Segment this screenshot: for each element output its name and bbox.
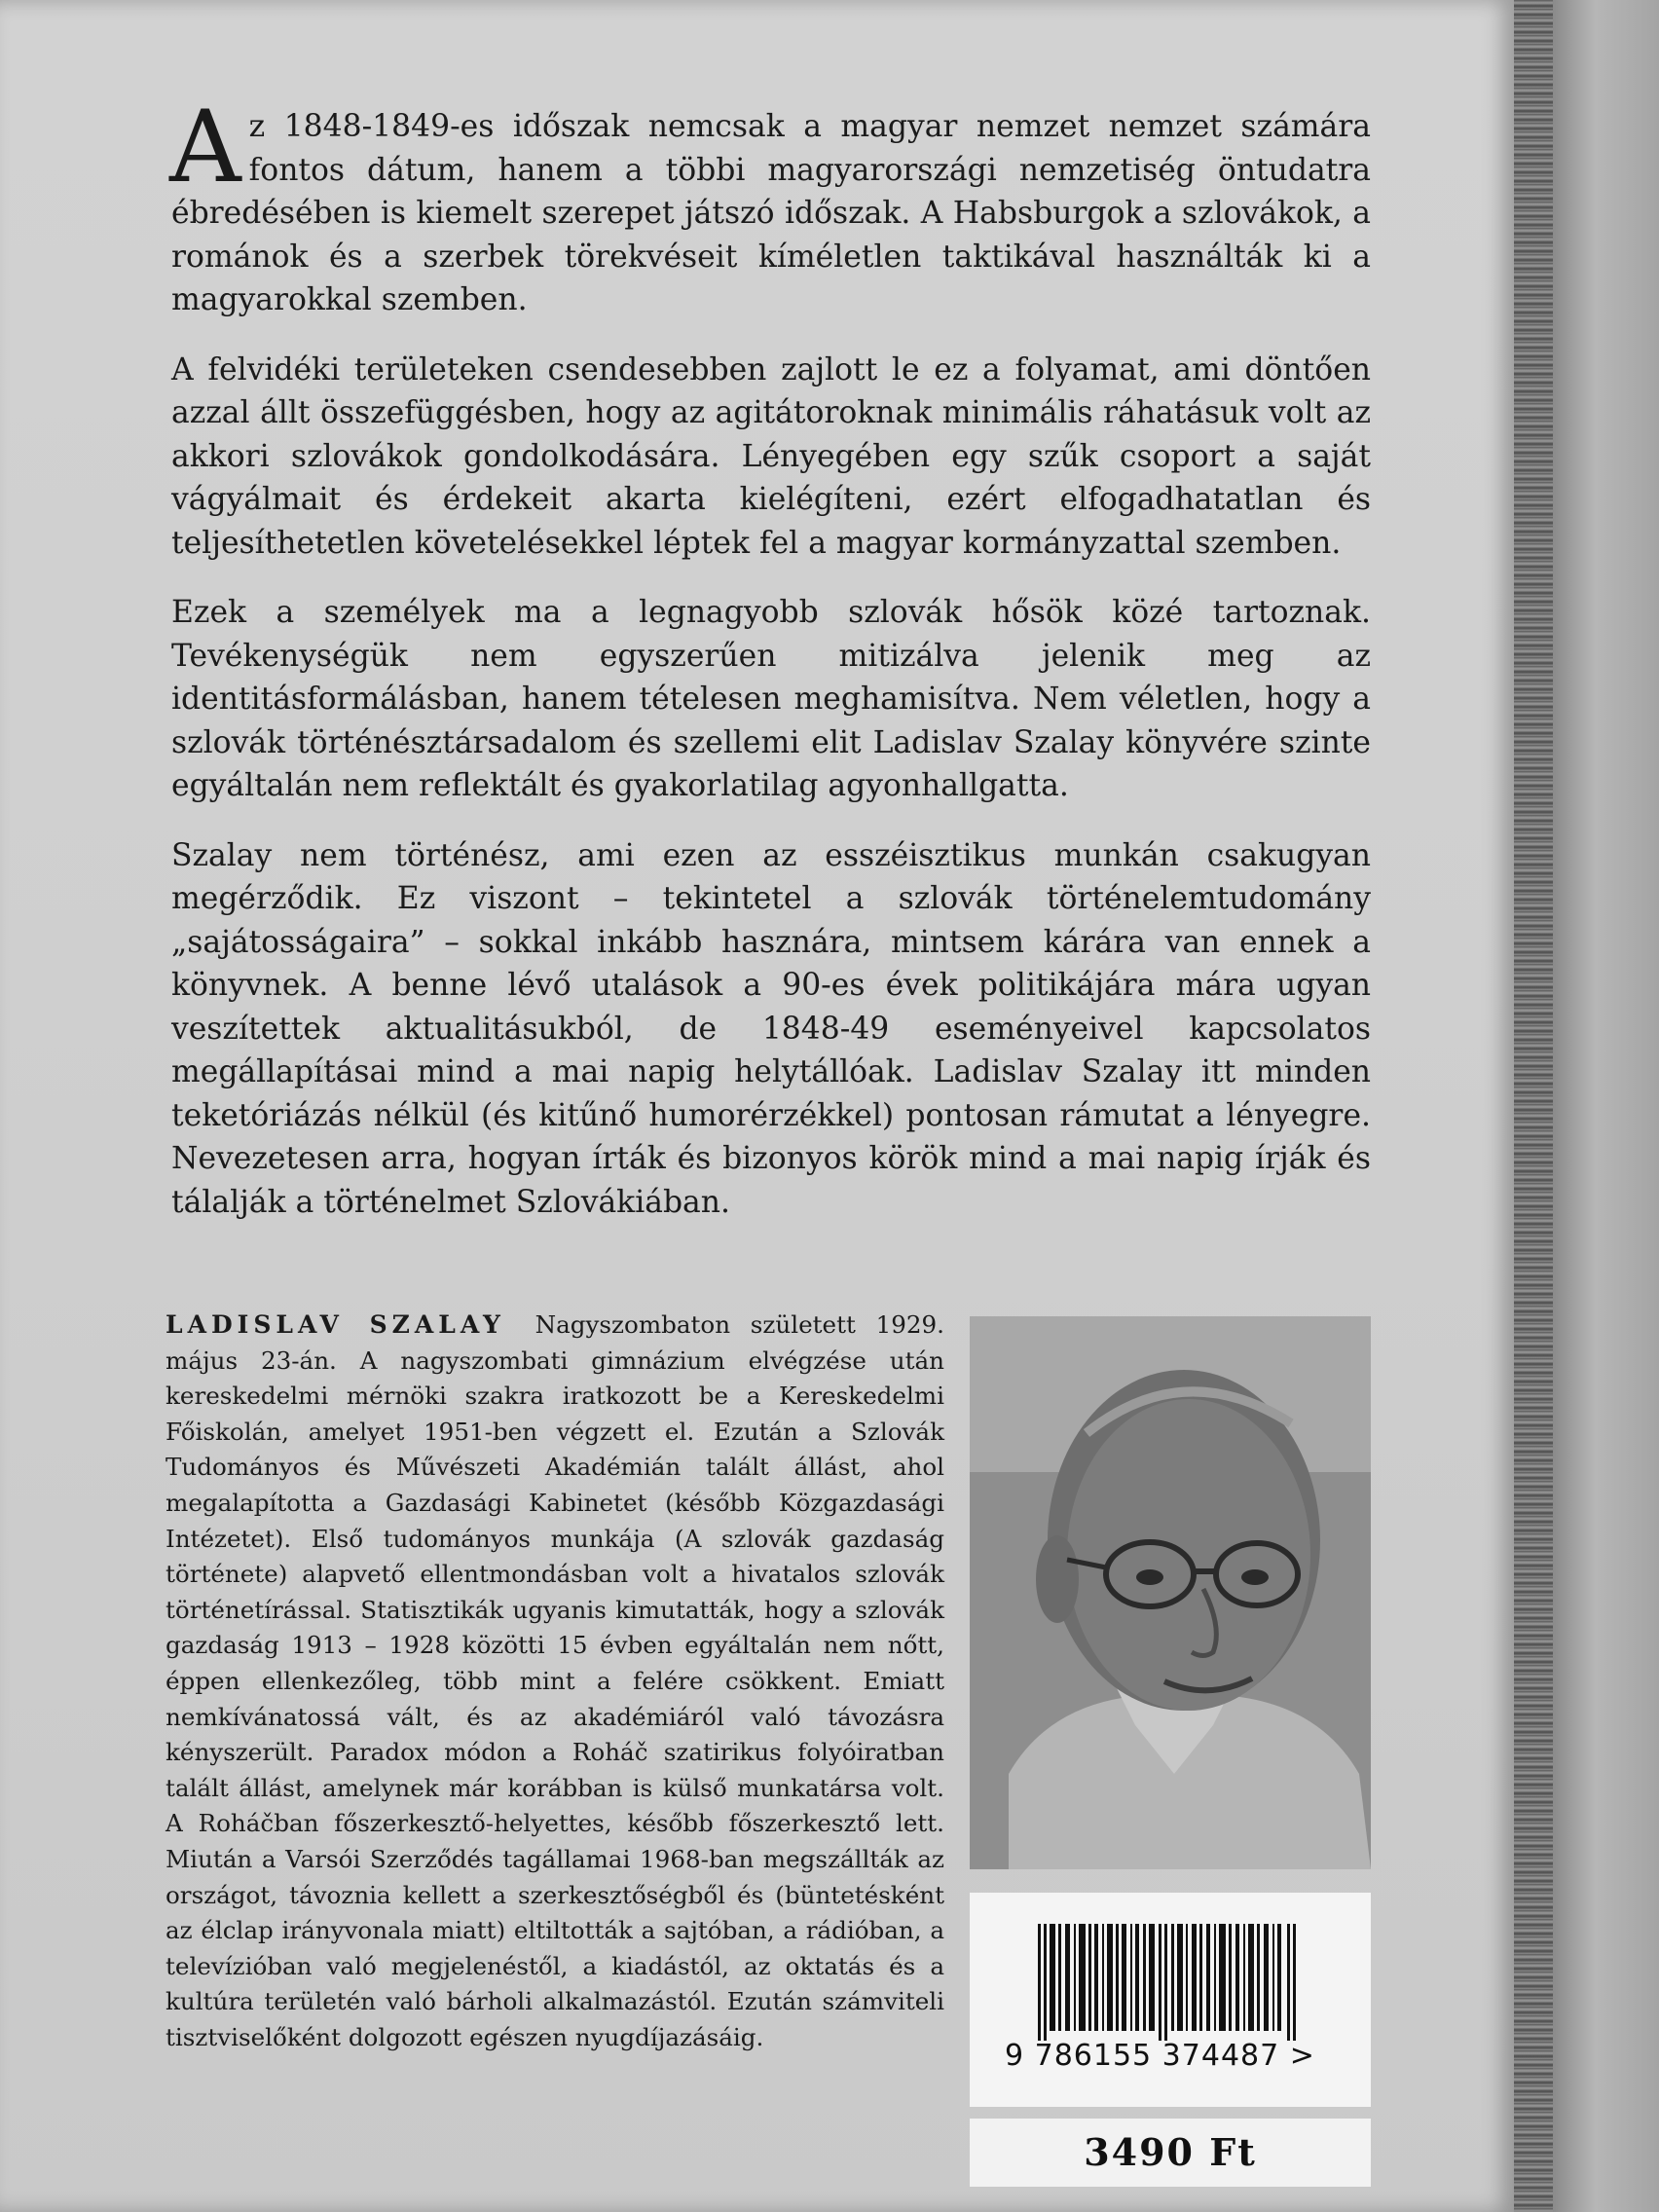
blurb-paragraph-2: A felvidéki területeken csendesebben zajlott le ez a folyamat, ami döntően azzal állt összefüggésben, hogy az agitátoroknak minimális ráhatásuk volt az akkori szlovákok gondolkodására. Lényegében egy szűk csoport a saját vágyálmait és érdekeit akarta kielégíteni, ezért elfogadhatatlan és teljesíthetetlen követelésekkel léptek fel a magyar kormányzattal szemben. (171, 351, 1371, 561)
author-name: LADISLAV SZALAY (166, 1310, 505, 1339)
author-portrait-icon (970, 1316, 1371, 1869)
blurb-paragraph-3: Ezek a személyek ma a legnagyobb szlovák hősök közé tartoznak. Tevékenységük nem egyszerűen mitizálva jelenik meg az identitásformálásban, hanem tételesen meghamisítva. Nem véletlen, hogy a szlovák történésztársadalom és szellemi elit Ladislav Szalay könyvére szinte egyáltalán nem reflektált és gyakorlatilag agyonhallgatta. (171, 595, 1371, 803)
background-surface (1553, 0, 1659, 2212)
author-photo (970, 1316, 1371, 1869)
author-bio (166, 1308, 944, 2055)
blurb-paragraph-1 (169, 90, 1371, 322)
cover-edge-decoration (1514, 0, 1553, 2212)
blurb-text (169, 90, 1371, 1250)
barcode (970, 1893, 1371, 2107)
isbn-digits: 9 786155 374487 > (1005, 2039, 1315, 2073)
drop-cap: A (169, 90, 241, 205)
author-bio-text: Nagyszombaton született 1929. május 23-án. A nagyszombati gimnázium elvégzése után kereskedelmi mérnöki szakra iratkozott be a Kereskedelmi Főiskolán, amelyet 1951-ben végzett el. Ezután a Szlovák Tudományos és Művészeti Akadémián talált állást, ahol megalapította a Gazdasági Kabinetet (később Közgazdasági Intézetet). Első tudományos munkája (A szlovák gazdaság története) alapvető ellentmondásban volt a hivatalos szlovák történetírással. Statisztikák ugyanis kimutatták, hogy a szlovák gazdaság 1913 – 1928 közötti 15 évben egyáltalán nem nőtt, éppen ellenkezőleg, több mint a felére csökkent. Emiatt nemkívánatossá vált, és az akadémiáról való távozásra kényszerült. Paradox módon a Roháč szatirikus folyóiratban talált állást, amelynek már korábban is külső munkatársa volt. A Roháčban főszerkesztő-helyettes, később főszerkesztő lett. Miután a Varsói Szerződés tagállamai 1968-ban megszállták az országot, távoznia kellett a szerkesztőségből és (büntetésként az élclap irányvonala miatt) eltiltották a sajtóban, a rádióban, a televízióban való megjelenéstől, a kiadástól, az oktatás és a kultúra területén való bárholi alkalmazástól. Ezután számviteli tisztviselőként dolgozott egészen nyugdíjazásáig. (166, 1310, 944, 2051)
blurb-paragraph-4: Szalay nem történész, ami ezen az esszéisztikus munkán csakugyan megérződik. Ez viszont – tekintetel a szlovák történelemtudomány „sajátosságaira” – sokkal inkább hasznára, mintsem kárára van ennek a könyvnek. A benne lévő utalások a 90-es évek politikájára mára ugyan veszítettek aktualitásukból, de 1848-49 eseményeivel kapcsolatos megállapításai mind a mai napig helytállóak. Ladislav Szalay itt minden teketóriázás nélkül (és kitűnő humorérzékkel) pontosan rámutat a lényegre. Nevezetesen arra, hogyan írták és bizonyos körök mind a mai napig írják és tálalják a történelmet Szlovákiában. (171, 837, 1371, 1220)
price-tag: 3490 Ft (970, 2119, 1371, 2187)
barcode-bars-icon (1038, 1924, 1301, 2041)
blurb-paragraph-1-text: z 1848-1849-es időszak nemcsak a magyar nemzet nemzet számára fontos dátum, hanem a többi magyarországi nemzetiség öntudatra ébredésében is kiemelt szerepet játszó időszak. A Habsburgok a szlovákok, a románok és a szerbek törekvéseit kíméletlen taktikával használták ki a magyarokkal szemben. (171, 109, 1371, 317)
